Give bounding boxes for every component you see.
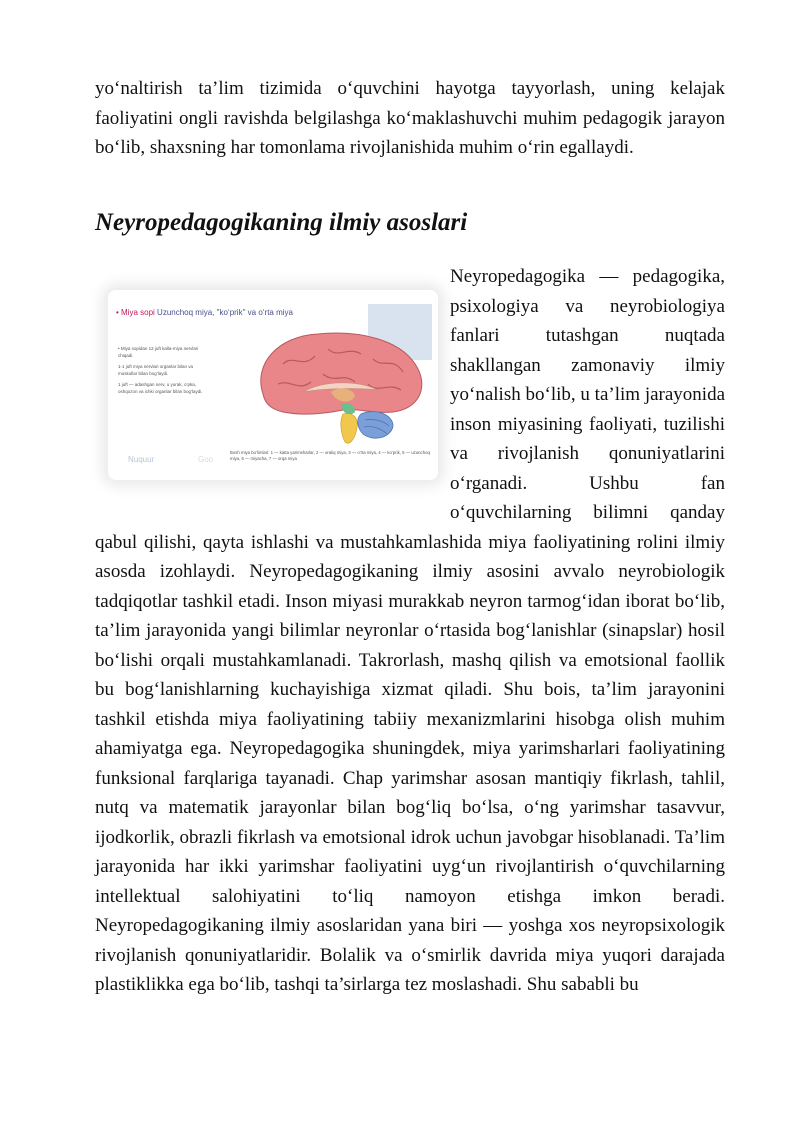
brain-illustration	[243, 324, 433, 449]
cerebral-cortex	[261, 333, 422, 414]
figure-caption: Bosh miya bo‘limlari: 1 — katta yarimsharlar, 2 — oraliq miya, 3 — o‘rta miya, 4 — ko‘prik, 5 — uzunchoq miya, 6 — miyacha, 7 — orqa miya	[230, 450, 430, 461]
section-heading: Neyropedagogikaning ilmiy asoslari	[95, 209, 468, 236]
figure-notes	[118, 345, 210, 399]
figure-note: • Miya sopidan 12 juft kalla-miya nervlari chiqadi.	[118, 346, 199, 358]
brain-figure	[108, 290, 438, 480]
figure-note: 1 juft — adashgan nerv, u yurak, o‘pka, oshqozon va ichki organlar bilan bog‘laydi.	[118, 382, 203, 394]
figure-note: 1-1 juft miya nervlari organlar bilan va muskullar bilan bog‘laydi.	[118, 364, 194, 376]
figure-header-text: Uzunchoq miya, "ko‘prik" va o‘rta miya	[157, 308, 293, 317]
body-paragraph-text: Neyropedagogika — pedagogika, psixologiya va neyrobiologiya fanlari tutashgan nuqtada shakllangan zamonaviy ilmiy yo‘nalish bo‘lib, u ta’lim jarayonida inson miyasining faoliyati, tuzilishi va rivojlanish qonuniyatlarini o‘rganadi. Ushbu fan o‘quvchilarning bilimni qanday qabul qilishi, qayta ishlashi va mustahkamlashida miya faoliyatining rolini ilmiy asosda izohlaydi. Neyropedagogikaning ilmiy asosini avvalo neyrobiologik tadqiqotlar tashkil etadi. Inson miyasi murakkab neyron tarmog‘idan iborat bo‘lib, ta’lim jarayonida yangi bilimlar neyronlar o‘rtasida bog‘lanishlar (sinapslar) hosil bo‘lishi orqali mustahkamlanadi. Takrorlash, mashq qilish va emotsional faollik bu bog‘lanishlarning kuchayishiga xizmat qiladi. Shu bois, ta’lim jarayonini tashkil etishda miya faoliyatining tabiiy mexanizmlarini hisobga olish muhim ahamiyatga ega. Neyropedagogika shuningdek, miya yarimsharlari faoliyatining funksional farqlariga tayanadi. Chap yarimshar asosan mantiqiy fikrlash, tahlil, nutq va matematik jarayonlar bilan bog‘liq bo‘lsa, o‘ng yarimshar tasavvur, ijodkorlik, obrazli fikrlash va emotsional idrok uchun javobgar hisoblanadi. Ta’lim jarayonida har ikki yarimshar faoliyatini uyg‘un rivojlantirish o‘quvchilarning intellektual salohiyatini to‘liq namoyon etishga imkon beradi. Neyropedagogikaning ilmiy asoslaridan yana biri — yoshga xos neyropsixologik rivojlanish qonuniyatlaridir. Bolalik va o‘smirlik davrida miya yuqori darajada plastiklikka ega bo‘lib, tashqi ta’sirlarga tez moslashadi. Shu sababli bu	[95, 266, 725, 995]
figure-footer-left: Nuquur	[128, 455, 155, 464]
brainstem	[341, 414, 357, 444]
figure-header-accent: • Miya sopi	[116, 308, 155, 317]
figure-header	[116, 308, 436, 322]
intro-paragraph: yo‘naltirish ta’lim tizimida o‘quvchini hayotga tayyorlash, uning kelajak faoliyatini ongli ravishda belgilashga ko‘maklashuvchi muhim pedagogik jarayon bo‘lib, shaxsning har tomonlama rivojlanishida muhim o‘rin egallaydi.	[95, 78, 725, 158]
figure-footer-right: Goo	[198, 455, 214, 464]
